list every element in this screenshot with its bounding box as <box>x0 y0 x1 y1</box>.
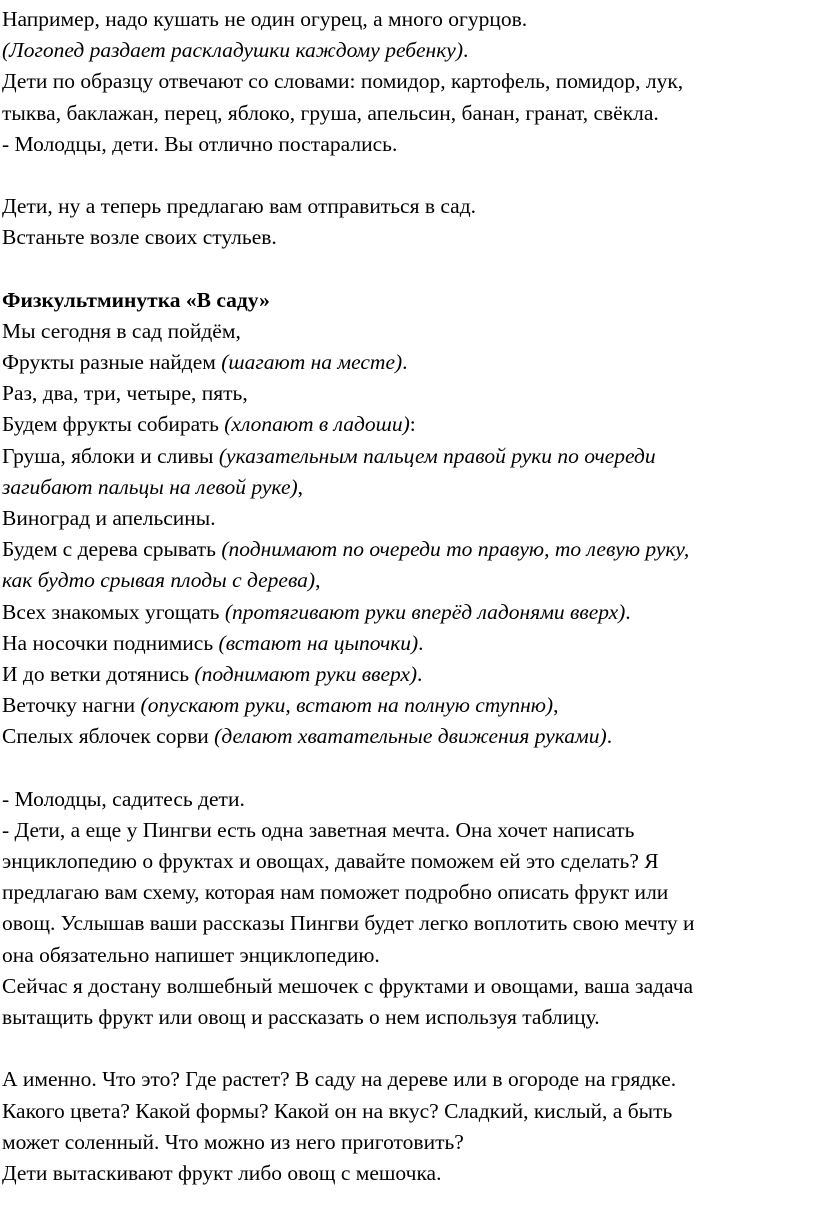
poem-text: Спелых яблочек сорви <box>2 724 215 749</box>
punctuation: . <box>417 661 423 686</box>
poem-line <box>2 597 816 628</box>
poem-line <box>2 441 816 472</box>
poem-text: На носочки поднимись <box>2 630 219 655</box>
stage-direction: (хлопают в ладоши) <box>224 412 410 437</box>
punctuation: . <box>606 724 613 749</box>
text-line: Например, надо кушать не один огурец, а много огурцов. <box>2 7 528 31</box>
poem-text: Веточку нагни <box>2 693 141 718</box>
poem-line <box>2 472 816 503</box>
text-line: Дети вытаскивают фрукт либо овощ с мешочка. <box>2 1160 442 1185</box>
poem-line: Виноград и апельсины. <box>2 506 216 530</box>
punctuation: , <box>315 568 321 593</box>
stage-direction: (Логопед раздает раскладушки каждому ребенку) <box>2 38 463 63</box>
stage-direction: (поднимают руки вверх) <box>194 661 418 686</box>
punctuation: . <box>625 599 631 624</box>
poem-text: Всех знакомых угощать <box>2 599 225 624</box>
text-line: овощ. Услышав ваши рассказы Пингви будет легко воплотить свою мечту и <box>2 911 695 936</box>
punctuation: . <box>402 350 408 375</box>
poem-line <box>2 690 816 721</box>
section-heading: Физкультминутка «В саду» <box>2 287 270 312</box>
poem-text: Груша, яблоки и сливы <box>2 443 219 468</box>
stage-direction: (протягивают руки вперёд ладонями вверх) <box>224 599 626 624</box>
blank-line <box>2 160 816 191</box>
poem-line <box>2 565 816 596</box>
punctuation: : <box>409 412 416 437</box>
blank-line <box>2 753 816 784</box>
stage-direction: (опускают руки, встают на полную ступню) <box>140 693 554 718</box>
poem-line: Мы сегодня в сад пойдём, <box>2 318 241 343</box>
text-line: - Молодцы, дети. Вы отлично постарались. <box>2 131 398 156</box>
text-line: Какого цвета? Какой формы? Какой он на вкус? Сладкий, кислый, а быть <box>2 1098 673 1123</box>
stage-direction: загибают пальцы на левой руке) <box>2 474 298 499</box>
poem-line: Раз, два, три, четыре, пять, <box>2 381 248 406</box>
stage-direction: (делают хватательные движения руками) <box>214 724 607 749</box>
stage-direction: как будто срывая плоды с дерева) <box>2 568 316 593</box>
punctuation: , <box>297 474 304 499</box>
poem-text: И до ветки дотянись <box>2 661 195 686</box>
text-line: - Дети, а еще у Пингви есть одна заветная мечта. Она хочет написать <box>2 817 635 842</box>
text-line: она обязательно напишет энциклопедию. <box>2 942 380 967</box>
poem-line <box>2 659 816 690</box>
blank-line <box>2 1033 816 1064</box>
text-line: А именно. Что это? Где растет? В саду на дереве или в огороде на грядке. <box>2 1067 677 1092</box>
text-line: может соленный. Что можно из него приготовить? <box>2 1129 464 1154</box>
poem-line <box>2 628 816 659</box>
text-line <box>2 35 816 66</box>
blank-line <box>2 254 816 285</box>
poem-line <box>2 347 816 378</box>
poem-line <box>2 721 816 752</box>
stage-direction: (поднимают по очереди то правую, то левую руку, <box>221 537 690 562</box>
poem-line <box>2 409 816 440</box>
poem-line <box>2 534 816 565</box>
punctuation: . <box>418 630 424 655</box>
stage-direction: (шагают на месте) <box>221 350 403 375</box>
text-line: Дети по образцу отвечают со словами: помидор, картофель, помидор, лук, <box>2 69 684 94</box>
stage-direction: (указательным пальцем правой руки по очереди <box>218 443 656 468</box>
poem-text: Будем фрукты собирать <box>2 412 225 437</box>
text-line: Сейчас я достану волшебный мешочек с фруктами и овощами, ваша задача <box>2 973 694 998</box>
text-line: предлагаю вам схему, которая нам поможет подробно описать фрукт или <box>2 880 669 905</box>
stage-direction: (встают на цыпочки) <box>218 630 419 655</box>
text-line: вытащить фрукт или овощ и рассказать о нем используя таблицу. <box>2 1005 600 1029</box>
punctuation: , <box>553 693 559 718</box>
punctuation: . <box>462 38 469 63</box>
text-line: Встаньте возле своих стульев. <box>2 225 277 250</box>
text-line: - Молодцы, садитесь дети. <box>2 786 245 811</box>
text-line: энциклопедию о фруктах и овощах, давайте поможем ей это сделать? Я <box>2 849 659 874</box>
text-line: Дети, ну а теперь предлагаю вам отправиться в сад. <box>2 194 477 219</box>
text-line: тыква, баклажан, перец, яблоко, груша, апельсин, банан, гранат, свёкла. <box>2 100 659 125</box>
poem-text: Будем с дерева срывать <box>2 537 222 562</box>
poem-text: Фрукты разные найдем <box>2 350 222 375</box>
